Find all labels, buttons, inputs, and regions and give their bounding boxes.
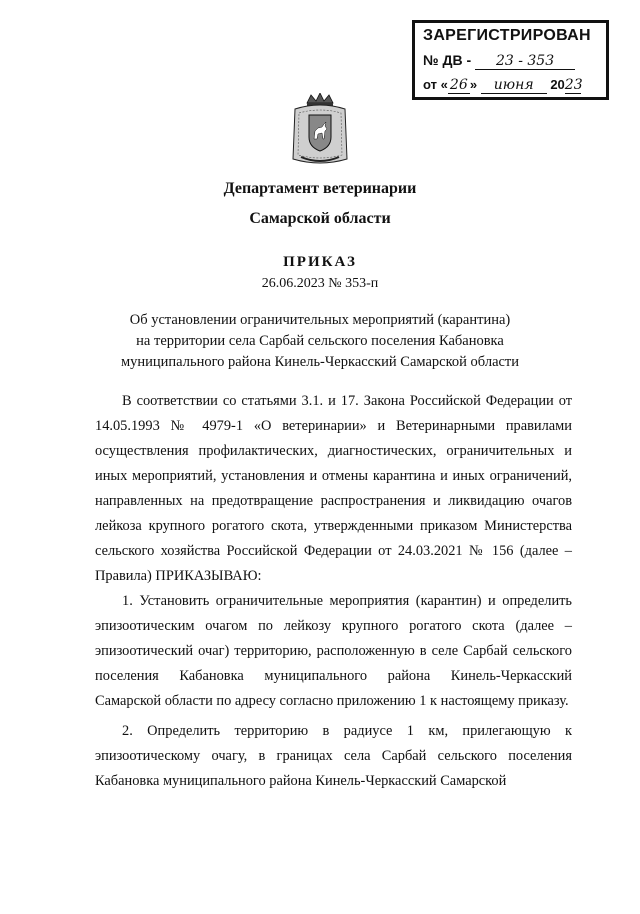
document-type: ПРИКАЗ [283,254,357,270]
department-name-line2: Самарской области [249,210,391,227]
stamp-year-prefix: 20 [550,77,565,92]
stamp-date-suffix: » [469,77,478,92]
stamp-title: ЗАРЕГИСТРИРОВАН [423,27,591,44]
stamp-year-suffix: 23 [564,77,583,93]
subject-line: Об установлении ограничительных мероприятий (карантина) [129,312,511,328]
stamp-number-value: 23 - 353 [475,53,575,70]
document-subject [0,310,640,373]
stamp-date-prefix: от « [423,77,448,92]
stamp-number-label: № ДВ - [423,52,472,68]
subject-line: муниципального района Кинель-Черкасский Самарской области [120,354,520,370]
department-name-line1: Департамент ветеринарии [223,180,417,197]
order-item-1: 1. Установить ограничительные мероприятия (карантин) и определить эпизоотическим очагом по лейкозу крупного рогатого скота (далее – эпизоотический очаг) территорию, расположенную в селе Сарбай сельского поселения Кабановка муниципального района Кинель-Черкасский Самарской области по адресу согласно приложению 1 к настоящему приказу. [95,593,572,709]
preamble-paragraph: В соответствии со статьями 3.1. и 17. Закона Российской Федерации от 14.05.1993 № 4979-1 «О ветеринарии» и Ветеринарными правилами осуществления профилактических, диагностических, ограничительных и иных мероприятий, установления и отмены карантина и иных ограничений, направленных на предотвращение распространения и ликвидацию очагов лейкоза крупного рогатого скота, утвержденными приказом Министерства сельского хозяйства Российской Федерации от 24.03.2021 № 156 (далее – Правила) ПРИКАЗЫВАЮ: [95,393,572,584]
order-item-2: 2. Определить территорию в радиусе 1 км, прилегающую к эпизоотическому очагу, в границах села Сарбай сельского поселения Кабановка муниципального района Кинель-Черкасский Самарской [95,723,572,789]
registration-stamp [412,20,609,100]
stamp-date-day: 26 [448,77,470,94]
subject-line: на территории села Сарбай сельского поселения Кабановка [136,333,504,349]
document-body [95,389,572,794]
coat-of-arms-icon [289,93,351,167]
stamp-date-line [423,77,581,94]
stamp-number-line [423,52,575,70]
document-date-number: 26.06.2023 № 353-п [261,276,379,291]
stamp-date-month: июня [481,77,547,94]
